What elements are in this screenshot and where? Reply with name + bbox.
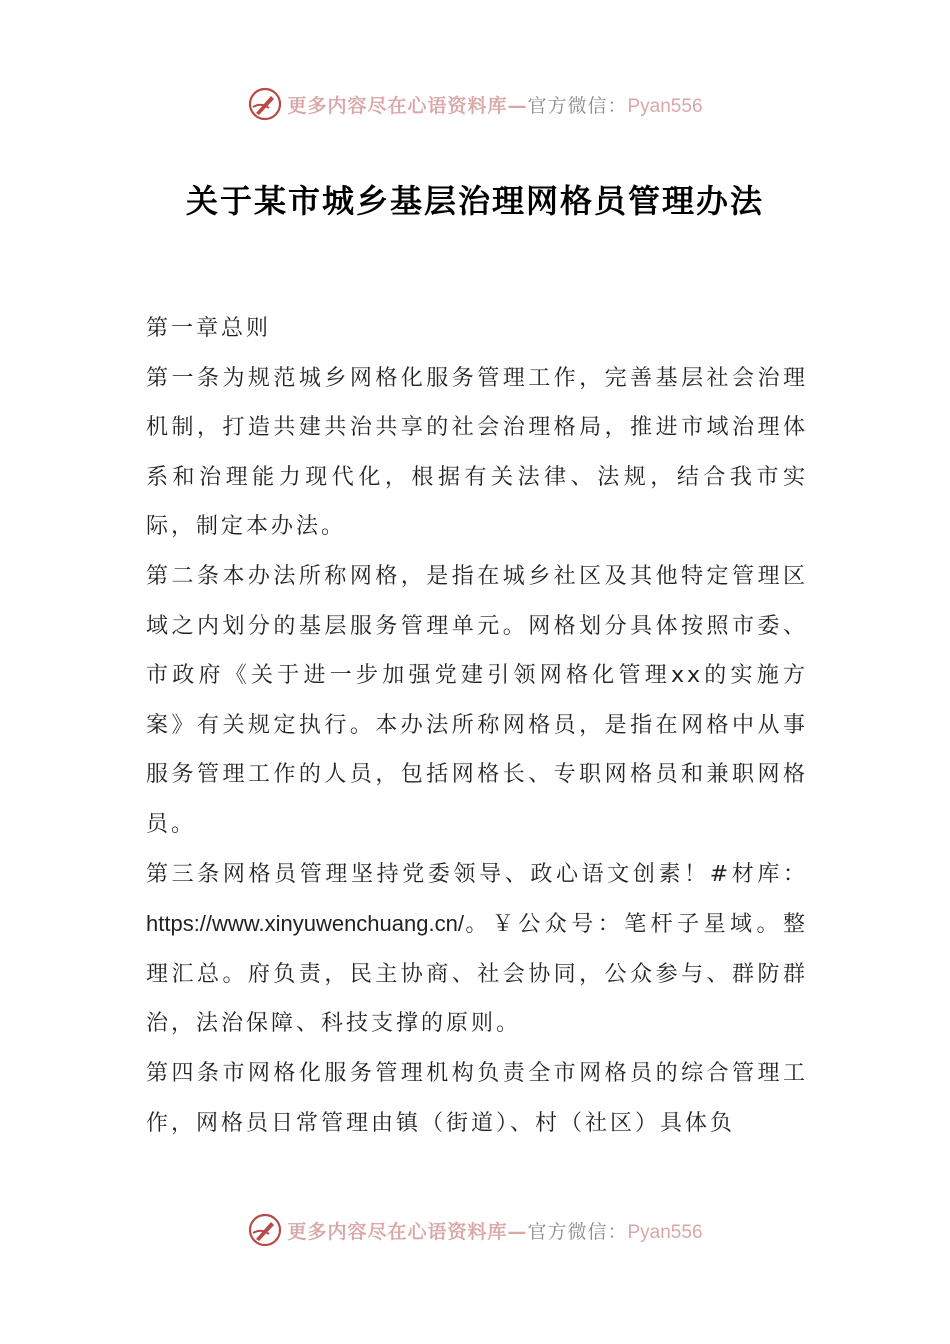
- document-body: [146, 304, 808, 1148]
- website-url: https://www.xinyuwenchuang.cn/: [146, 911, 464, 937]
- article-3: 第三条网格员管理坚持党委领导、政心语文创素！#材库：https://www.xinyuwenchuang.cn/。￥公众号：笔杆子星域。整理汇总。府负责，民主协商、社会协同，公众参与、群防群治，法治保障、科技支撑的原则。: [146, 861, 808, 1037]
- chapter-heading: 第一章总则: [146, 316, 272, 341]
- watermark-footer: [0, 1208, 950, 1252]
- article-2: 第二条本办法所称网格，是指在城乡社区及其他特定管理区域之内划分的基层服务管理单元。网格划分具体按照市委、市政府《关于进一步加强党建引领网格化管理xx的实施方案》有关规定执行。本办法所称网格员，是指在网格中从事服务管理工作的人员，包括网格长、专职网格员和兼职网格员。: [146, 563, 808, 837]
- watermark-header: [0, 82, 950, 126]
- pen-logo-icon: [247, 1212, 283, 1248]
- document-title: 关于某市城乡基层治理网格员管理办法: [185, 182, 764, 220]
- article-4: 第四条市网格化服务管理机构负责全市网格员的综合管理工作，网格员日常管理由镇（街道）、村（社区）具体负: [146, 1060, 808, 1136]
- watermark-text: 更多内容尽在心语资料库—官方微信：Pyan556: [287, 94, 703, 117]
- watermark-text: 更多内容尽在心语资料库—官方微信：Pyan556: [287, 1220, 703, 1243]
- article-1: 第一条为规范城乡网格化服务管理工作，完善基层社会治理机制，打造共建共治共享的社会治理格局，推进市域治理体系和治理能力现代化，根据有关法律、法规，结合我市实际，制定本办法。: [146, 365, 808, 540]
- pen-logo-icon: [247, 86, 283, 122]
